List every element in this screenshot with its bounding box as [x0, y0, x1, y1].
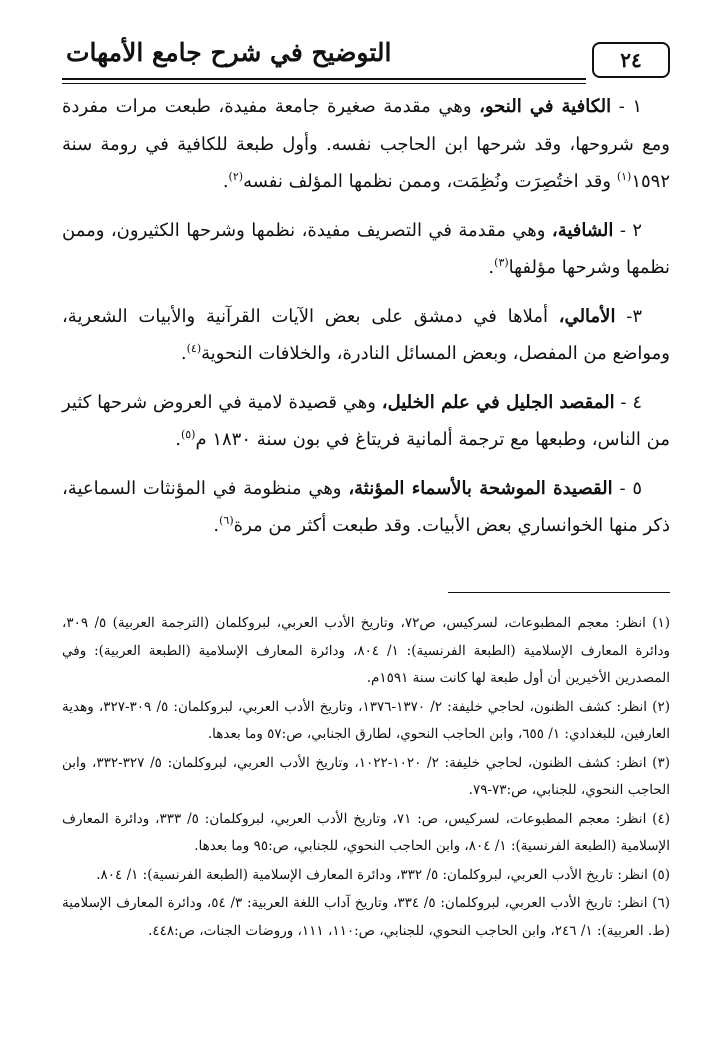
- item-text: وهي منظومة في المؤنثات السماعية، ذكر منها الخوانساري بعض الأبيات. وقد طبعت أكثر من مرة: [62, 477, 670, 536]
- item-text: وهي مقدمة صغيرة جامعة مفيدة، طبعت مرات مفردة ومع شروحها، وقد شرحها ابن الحاجب نفسه. وأول طبعة للكافية في رومة سنة ١٥٩٢: [62, 96, 670, 192]
- footnote-ref: (١): [616, 170, 632, 183]
- item-number: ٢ -: [619, 219, 643, 241]
- footnote: (٥) انظر: تاريخ الأدب العربي، لبروكلمان: ٥/ ٣٣٢، ودائرة المعارف الإسلامية (الطبعة الفرنسية): ١/ ٨٠٤.: [96, 866, 670, 883]
- item-title: المقصد الجليل في علم الخليل،: [381, 391, 615, 413]
- item-text: .: [175, 429, 181, 450]
- footnote-ref: (٤): [186, 342, 202, 355]
- item-text: .: [180, 343, 187, 364]
- footnote: (٣) انظر: كشف الظنون، لحاجي خليفة: ٢/ ١٠٢٠-١٠٢٢، وتاريخ الأدب العربي، لبروكلمان: ٥/ ٣٢٧-٣٣٢، وابن الحاجب النحوي، للجنابي، ص:٧٣-٧٩.: [62, 754, 670, 798]
- list-item: [62, 212, 670, 287]
- main-text: [62, 88, 670, 556]
- list-item: [62, 298, 670, 373]
- item-text: .: [488, 257, 495, 278]
- item-number: ٥ -: [619, 477, 642, 499]
- item-text: .: [213, 515, 220, 536]
- footnote: (٤) انظر: معجم المطبوعات، لسركيس، ص: ٧١، وتاريخ الأدب العربي، لبروكلمان: ٥/ ٣٣٣، ودائرة المعارف الإسلامية (الطبعة الفرنسية): ١/ ٨٠٤، وابن الحاجب النحوي، للجنابي، ص:٩٥ وما بعدها.: [62, 810, 671, 854]
- footnote-separator: [448, 592, 670, 593]
- item-text: وهي مقدمة في التصريف مفيدة، نظمها وشرحها الكثيرون، وممن نظمها وشرحها مؤلفها: [62, 219, 670, 278]
- item-title: الشافية،: [551, 219, 614, 241]
- item-title: الأمالي،: [558, 305, 616, 327]
- item-title: الكافية في النحو،: [479, 96, 612, 117]
- list-item: [62, 470, 670, 545]
- footnote: (٢) انظر: كشف الظنون، لحاجي خليفة: ٢/ ١٣٧٠-١٣٧٦، وتاريخ الأدب العربي، لبروكلمان: ٥/ ٣٠٩-٣٢٧، وهدية العارفين، للبغدادي: ١/ ٦٥٥، وابن الحاجب النحوي، لطارق الجنابي، ص:٥٧ وما بعدها.: [62, 698, 670, 742]
- item-title: القصيدة الموشحة بالأسماء المؤنثة،: [348, 477, 613, 499]
- footnote-ref: (٣): [494, 256, 509, 269]
- item-number: ١ -: [618, 96, 642, 117]
- list-item: [62, 88, 670, 201]
- item-number: ٣-: [626, 305, 642, 327]
- header-rule: [62, 78, 586, 80]
- running-title: التوضيح في شرح جامع الأمهات: [66, 38, 392, 67]
- item-text: وقد اختُصِرَت ونُظِمَت، وممن نظمها المؤلف نفسه: [243, 171, 612, 192]
- item-text: وهي قصيدة لامية في العروض شرحها كثير من الناس، وطبعها مع ترجمة ألمانية فريتاغ في بون سنة ١٨٣٠ م: [62, 391, 670, 450]
- footnote-ref: (٦): [219, 514, 234, 527]
- item-text: أملاها في دمشق على بعض الآيات القرآنية والأبيات الشعرية، ومواضع من المفصل، وبعض المسائل النادرة، والخلافات النحوية: [62, 305, 670, 364]
- footnotes: [62, 610, 670, 946]
- page-number: ٢٤: [592, 42, 670, 78]
- footnote: (١) انظر: معجم المطبوعات، لسركيس، ص٧٢، وتاريخ الأدب العربي، لبروكلمان (الترجمة العربية) ٥/ ٣٠٩، ودائرة المعارف الإسلامية (الطبعة الفرنسية): ١/ ٨٠٤، ودائرة المعارف الإسلامية (الطبعة العربية): وفي المصدرين الأخيرين أن أول طبعة لها كانت سنة ١٥٩١م.: [62, 615, 670, 686]
- item-text: .: [222, 171, 229, 192]
- footnote-ref: (٢): [228, 170, 244, 183]
- list-item: [62, 384, 670, 459]
- footnote: (٦) انظر: تاريخ الأدب العربي، لبروكلمان: ٥/ ٣٣٤، وتاريخ آداب اللغة العربية: ٣/ ٥٤، ودائرة المعارف الإسلامية (ط. العربية): ١/ ٢٤٦، وابن الحاجب النحوي، للجنابي، ص:١١٠، ١١١، وروضات الجنات، ص:٤٤٨.: [62, 895, 670, 939]
- item-number: ٤ -: [620, 391, 642, 413]
- footnote-ref: (٥): [180, 428, 196, 441]
- page-header: [62, 36, 670, 86]
